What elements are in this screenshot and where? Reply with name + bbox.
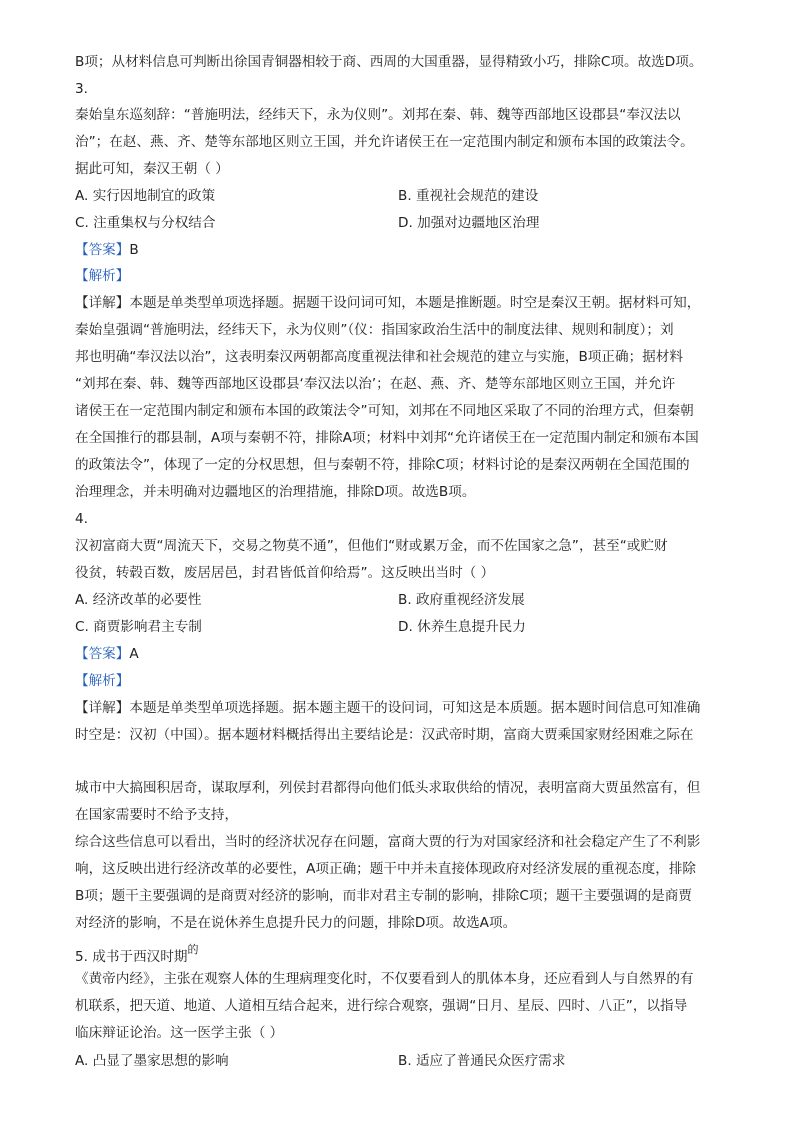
q3-detail-line: 诸侯王在一定范围内制定和颁布本国的政策法令”可知，刘邦在不同地区采取了不同的治理方式，但秦朝 <box>75 403 694 419</box>
q4-stem-line: 役贫，转毂百数，废居居邑，封君皆低首仰给焉”。这反映出当时（ ） <box>75 565 495 581</box>
q3-detail-line: 治理理念，并未明确对边疆地区的治理措施，排除D项。故选B项。 <box>75 484 476 500</box>
detail-tag: 【详解】 <box>75 295 130 311</box>
q4-detail-line: 对经济的影响，不是在说休养生息提升民力的问题，排除D项。故选A项。 <box>75 915 517 931</box>
q4-stem-line: 汉初富商大贾“周流天下，交易之物莫不通”，但他们“财或累万金，而不佐国家之急”，甚至“或贮财 <box>75 538 668 554</box>
q3-detail-line: 秦始皇强调“普施明法，经纬天下，永为仪则”（仪：指国家政治生活中的制度法律、规则和制度）；刘 <box>75 322 674 338</box>
q3-stem-line: 秦始皇东巡刻辞：“普施明法，经纬天下，永为仪则”。刘邦在秦、韩、魏等西部地区设郡县“奉汉法以 <box>75 107 681 123</box>
detail-text: 本题是单类型单项选择题。据题干设问词可知，本题是推断题。时空是秦汉王朝。据材料可知， <box>129 295 701 311</box>
q5-stem-line: 机联系，把天道、地道、人道相互结合起来，进行综合观察，强调“日月、星辰、四时、八正”，以指导 <box>75 998 688 1014</box>
answer-value: B <box>129 242 139 258</box>
q5-superscript: 的 <box>187 943 199 956</box>
detail-text: 本题是单类型单项选择题。据本题主题干的设问词，可知这是本质题。据本题时间信息可知准确 <box>129 700 701 716</box>
answer-tag: 【答案】 <box>75 646 130 662</box>
q4-answer <box>75 645 139 663</box>
q4-detail-line: 综合这些信息可以看出，当时的经济状况存在问题，富商大贾的行为对国家经济和社会稳定产生了不利影 <box>75 834 701 850</box>
q5-stem-line: 临床辩证论治。这一医学主张（ ） <box>75 1025 284 1041</box>
q4-detail-line: B项；题干主要强调的是商贾对经济的影响，而非对君主专制的影响，排除C项；题干主要强调的是商贾 <box>75 888 692 904</box>
q4-detail-line: 在国家需要时不给予支持， <box>75 807 239 823</box>
prev-explanation: B项；从材料信息可判断出徐国青铜器相较于商、西周的大国重器，显得精致小巧，排除C项。故选D项。 <box>75 54 703 70</box>
q4-analysis-tag: 【解析】 <box>75 673 130 689</box>
q3-option-d: D. 加强对边疆地区治理 <box>398 215 540 231</box>
detail-tag: 【详解】 <box>75 700 130 716</box>
answer-tag: 【答案】 <box>75 242 130 258</box>
q3-detail-line: 邦也明确“奉汉法以治”，这表明秦汉两朝都高度重视法律和社会规范的建立与实施，B项正确；据材料 <box>75 349 683 365</box>
q4-number: 4. <box>75 511 88 527</box>
q4-option-c: C. 商贾影响君主专制 <box>75 619 202 635</box>
q5-stem-line: 《黄帝内经》，主张在观察人体的生理病理变化时，不仅要看到人的肌体本身，还应看到人与自然界的有 <box>75 971 694 987</box>
q3-stem-line: 治”；在赵、燕、齐、楚等东部地区则立王国，并允许诸侯王在一定范围内制定和颁布本国的政策法令。 <box>75 134 694 150</box>
q5-heading <box>75 941 198 966</box>
q3-detail-line: 在全国推行的郡县制，A项与秦朝不符，排除A项；材料中刘邦“允许诸侯王在一定范围内制定和颁布本国 <box>75 430 699 446</box>
q5-option-a: A. 凸显了墨家思想的影响 <box>75 1053 229 1069</box>
q4-detail-line: 响，这反映出进行经济改革的必要性，A项正确；题干中并未直接体现政府对经济发展的重视态度，排除 <box>75 861 697 877</box>
q3-option-c: C. 注重集权与分权结合 <box>75 215 216 231</box>
q4-detail-line: 时空是：汉初（中国）。据本题材料概括得出主要结论是：汉武帝时期，富商大贾乘国家财经困难之际在 <box>75 727 694 743</box>
q3-detail-line: 的政策法令”，体现了一定的分权思想，但与秦朝不符，排除C项；材料讨论的是秦汉两朝在全国范围的 <box>75 457 690 473</box>
q3-detail-line: “刘邦在秦、韩、魏等西部地区设郡县‘奉汉法以治’；在赵、燕、齐、楚等东部地区则立王国，并允许 <box>75 376 676 392</box>
q3-stem-line: 据此可知，秦汉王朝（ ） <box>75 161 229 177</box>
q4-detail-line: 城市中大搞囤积居奇，谋取厚利，列侯封君都得向他们低头求取供给的情况，表明富商大贾虽然富有，但 <box>75 780 701 796</box>
answer-value: A <box>129 646 139 662</box>
q4-option-a: A. 经济改革的必要性 <box>75 592 202 608</box>
q4-option-b: B. 政府重视经济发展 <box>398 592 525 608</box>
q3-detail-line <box>75 294 700 312</box>
q3-number: 3. <box>75 81 88 97</box>
q3-answer <box>75 241 139 259</box>
q4-option-d: D. 休养生息提升民力 <box>398 619 526 635</box>
q3-analysis-tag: 【解析】 <box>75 268 130 284</box>
q3-option-a: A. 实行因地制宜的政策 <box>75 188 216 204</box>
q4-detail-line <box>75 699 700 717</box>
q3-option-b: B. 重视社会规范的建设 <box>398 188 539 204</box>
q5-option-b: B. 适应了普通民众医疗需求 <box>398 1053 566 1069</box>
q5-number: 5. 成书于西汉时期 <box>75 949 188 965</box>
